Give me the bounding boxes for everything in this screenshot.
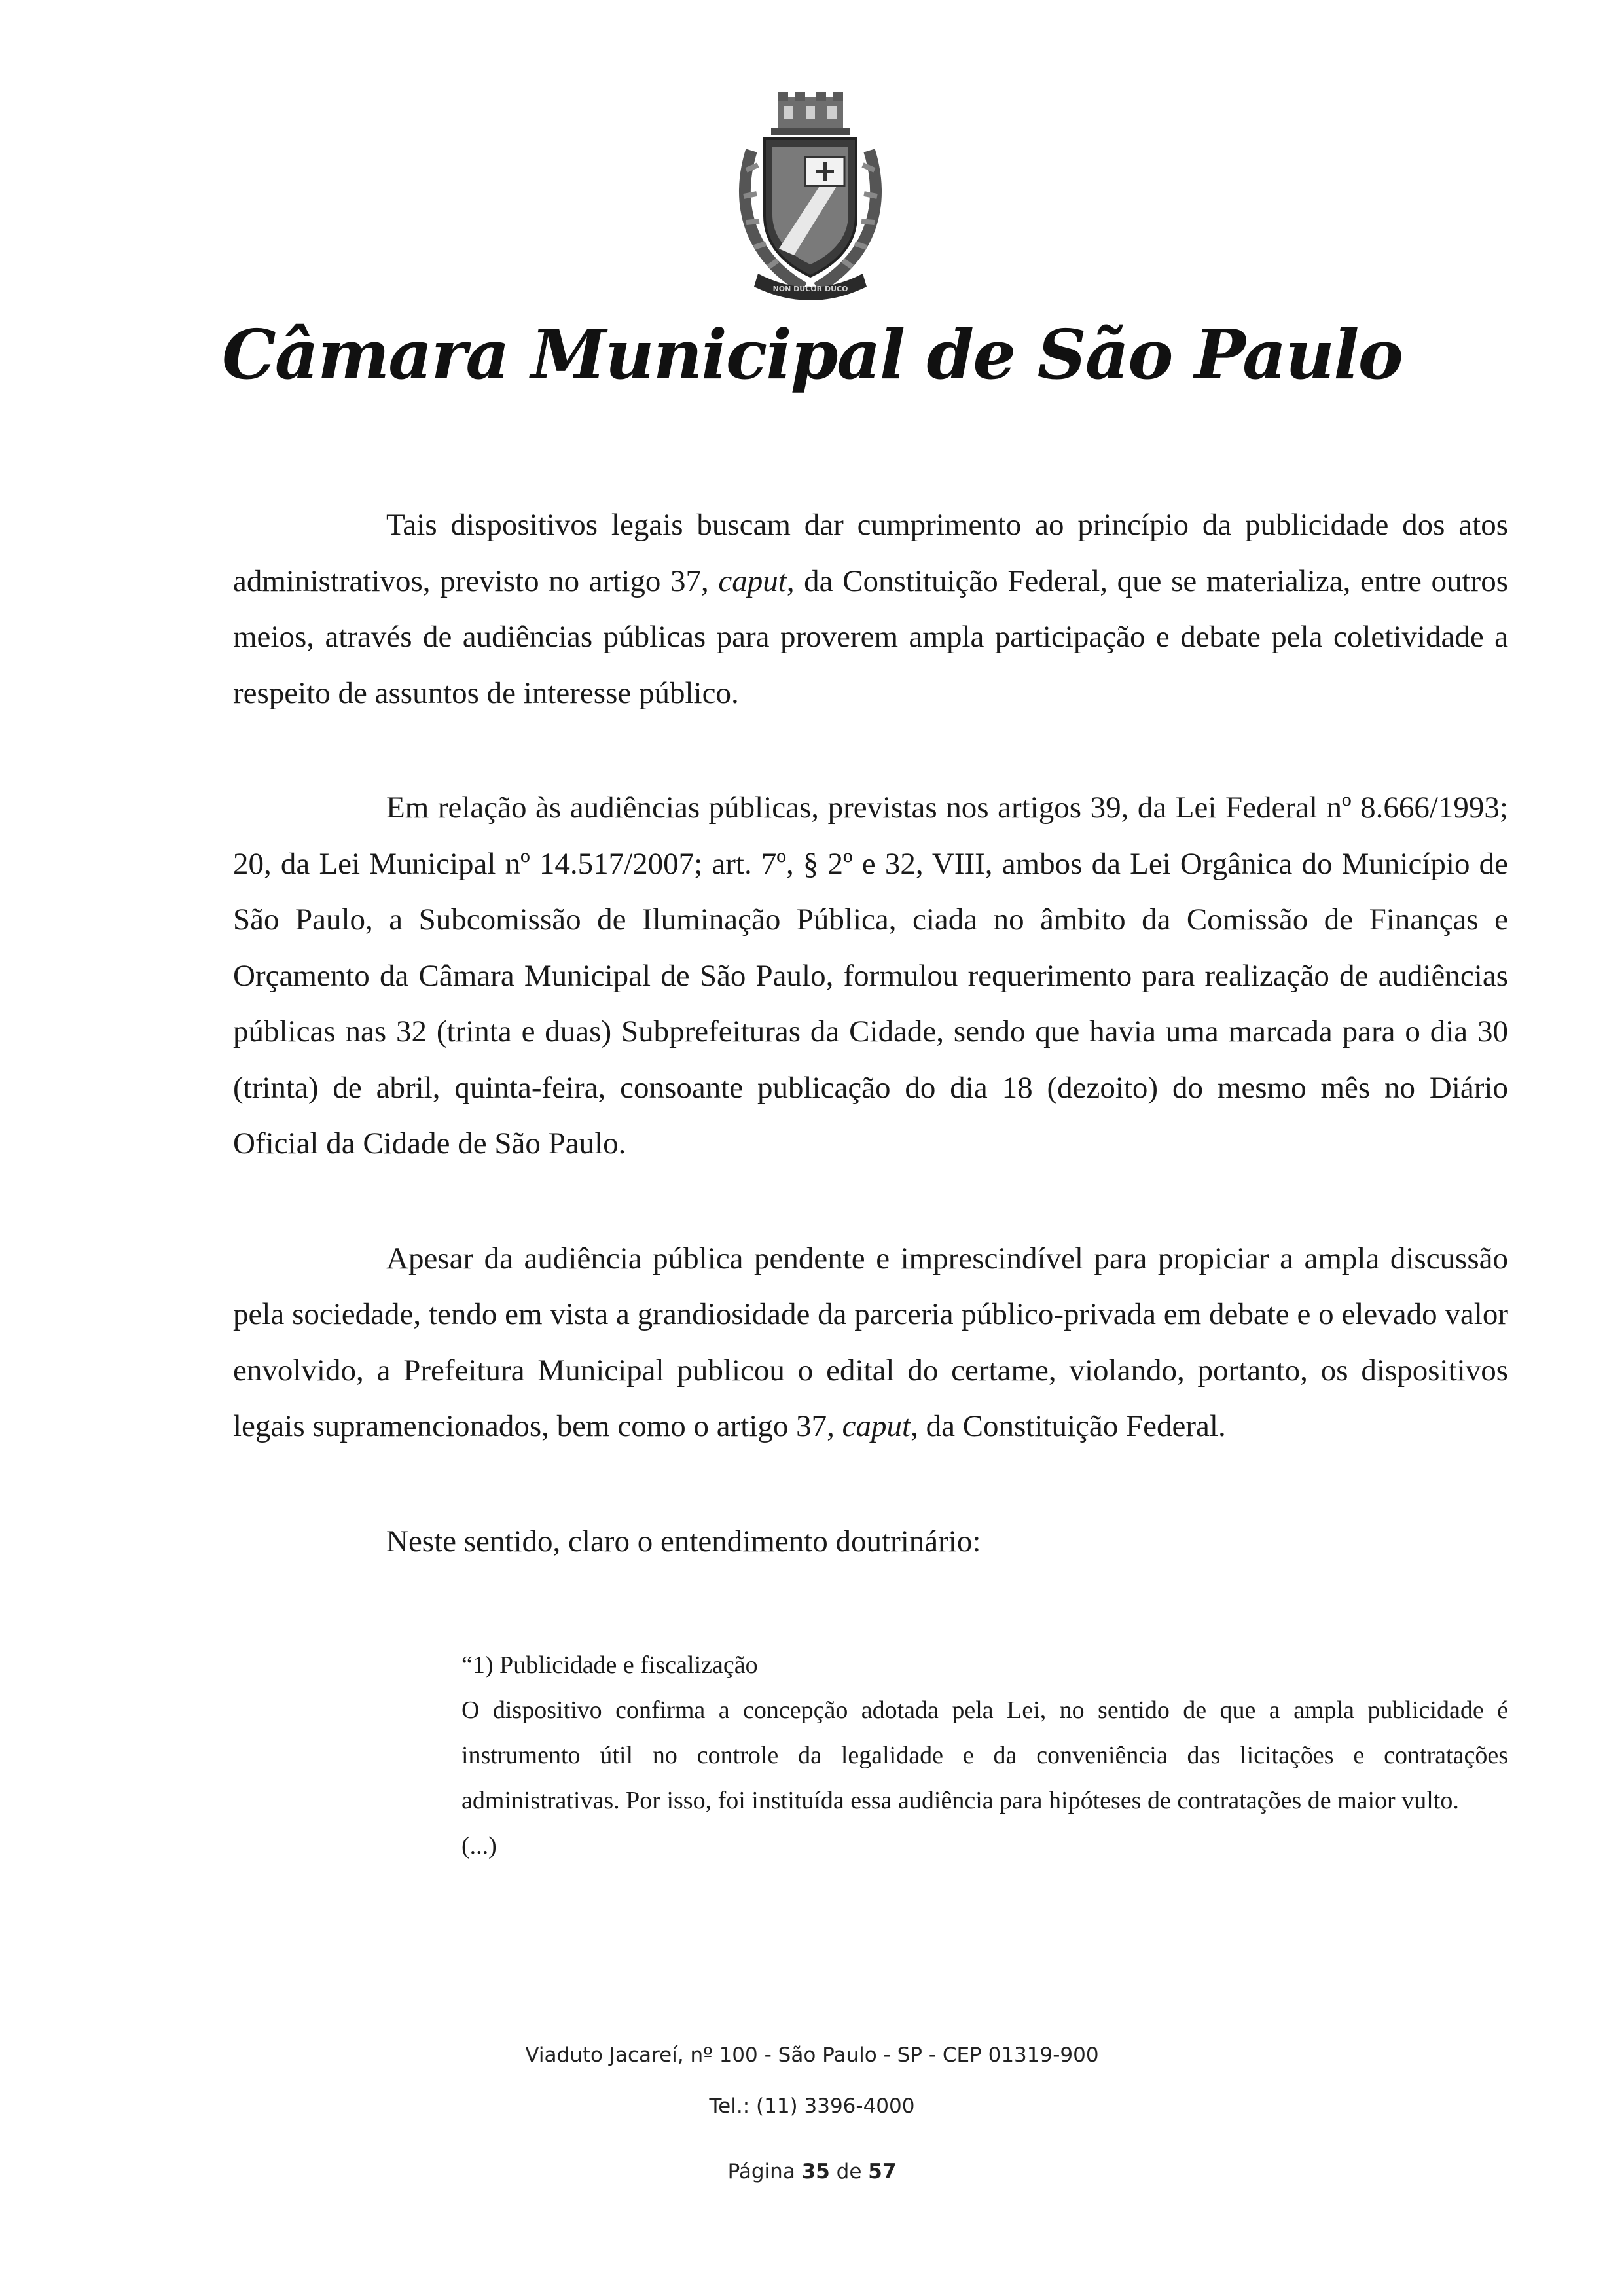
document-body (233, 497, 1508, 1869)
paragraph-3-text-a: Apesar da audiência pública pendente e imprescindível para propiciar a ampla discussão pela sociedade, tendo em vista a grandiosidade da parceria público-privada em debate e o elevado valor envolvido, a Prefeitura Municipal publicou o edital do certame, violando, portanto, os dispositivos legais supramencionados, bem como o artigo 37, (233, 1241, 1508, 1443)
coat-of-arms-icon (732, 92, 889, 301)
paragraph-3 (233, 1231, 1508, 1455)
paragraph-3-text-b: , da Constituição Federal. (911, 1409, 1226, 1443)
quote-text: O dispositivo confirma a concepção adotada pela Lei, no sentido de que a ampla publicidade é instrumento útil no controle da legalidade e da conveniência das licitações e contratações administrativas. Por isso, foi instituída essa audiência para hipóteses de contratações de maior vulto. (461, 1696, 1508, 1814)
paragraph-4: Neste sentido, claro o entendimento doutrinário: (386, 1524, 981, 1558)
paragraph-2: Em relação às audiências públicas, previstas nos artigos 39, da Lei Federal nº 8.666/1993; 20, da Lei Municipal nº 14.517/2007; art. 7º, § 2º e 32, VIII, ambos da Lei Orgânica do Município de São Paulo, a Subcomissão de Iluminação Pública, ciada no âmbito da Comissão de Finanças e Orçamento da Câmara Municipal de São Paulo, formulou requerimento para realização de audiências públicas nas 32 (trinta e duas) Subprefeituras da Cidade, sendo que havia uma marcada para o dia 30 (trinta) de abril, quinta-feira, consoante publicação do dia 18 (dezoito) do mesmo mês no Diário Oficial da Cidade de São Paulo. (233, 791, 1508, 1160)
paragraph-1-italic: caput (718, 564, 787, 598)
page-number (0, 2160, 1624, 2183)
page-number-separator: de (829, 2160, 869, 2183)
page-number-total: 57 (868, 2160, 897, 2183)
page-number-current: 35 (801, 2160, 830, 2183)
quote-ellipsis: (...) (461, 1832, 497, 1859)
quote-heading: “1) Publicidade e fiscalização (461, 1651, 758, 1679)
block-quote (461, 1643, 1508, 1869)
footer-phone: Tel.: (11) 3396-4000 (709, 2094, 915, 2118)
footer-address: Viaduto Jacareí, nº 100 - São Paulo - SP - CEP 01319-900 (525, 2043, 1099, 2067)
paragraph-1-text-b: , da Constituição Federal, que se materializa, entre outros meios, através de audiências públicas para proverem ampla participação e debate pela coletividade a respeito de assuntos de interesse público. (233, 564, 1508, 710)
paragraph-1-text-a: Tais dispositivos legais buscam dar cumprimento ao princípio da publicidade dos atos administrativos, previsto no artigo 37, (233, 508, 1508, 598)
paragraph-1 (233, 497, 1508, 721)
page-number-prefix: Página (727, 2160, 802, 2183)
paragraph-3-italic: caput (842, 1409, 911, 1443)
page-title: Câmara Municipal de São Paulo (222, 314, 1402, 395)
crest-motto: NON DUCOR DUCO (772, 285, 848, 293)
